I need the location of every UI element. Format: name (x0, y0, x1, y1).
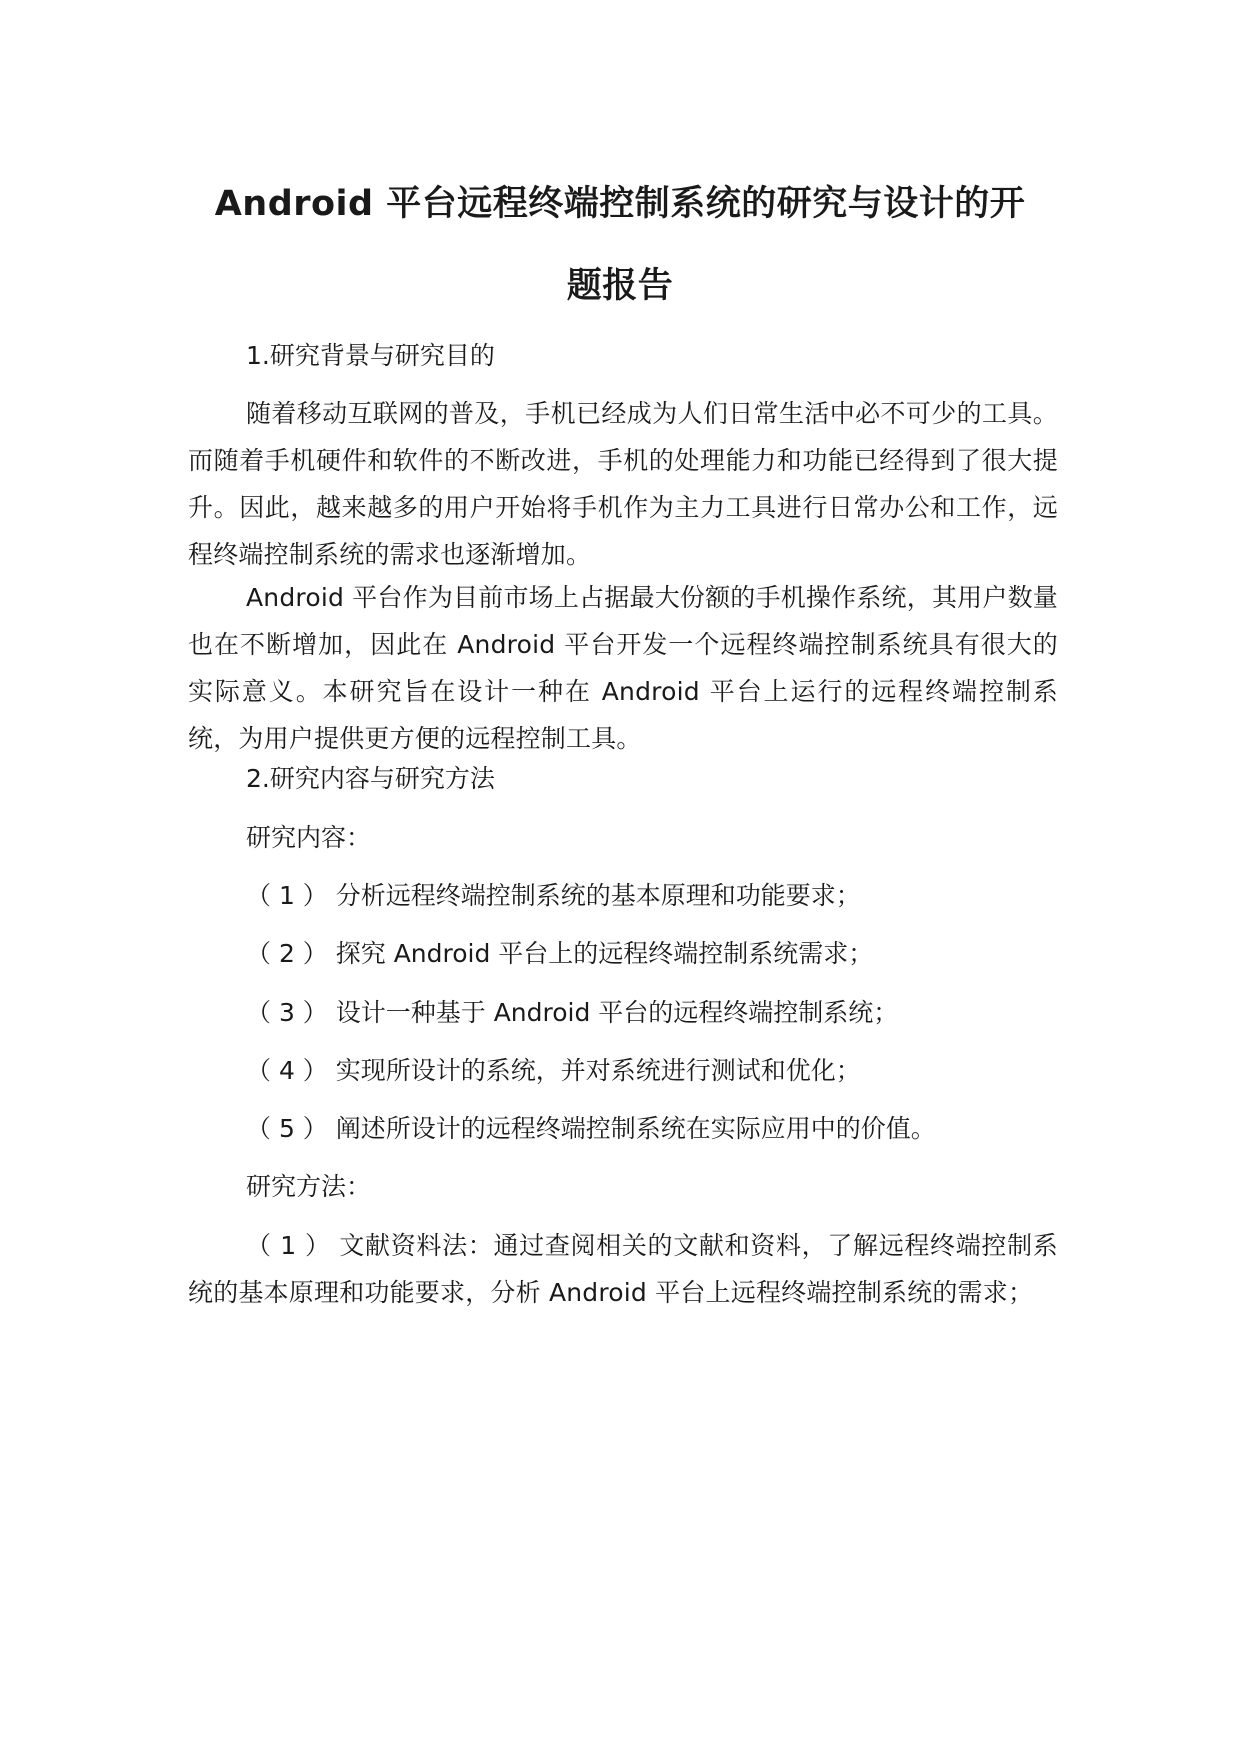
section-1-paragraph-2: Android 平台作为目前市场上占据最大份额的手机操作系统，其用户数量也在不断增加，因此在 Android 平台开发一个远程终端控制系统具有很大的实际意义。本研究旨在设计一种在 Android 平台上运行的远程终端控制系统，为用户提供更方便的远程控制工具。 (188, 583, 1058, 753)
research-content-item: （ 2 ） 探究 Android 平台上的远程终端控制系统需求； (246, 939, 874, 968)
research-content-item: （ 1 ） 分析远程终端控制系统的基本原理和功能要求； (246, 881, 861, 910)
research-method-label: 研究方法： (246, 1172, 372, 1201)
research-content-item: （ 5 ） 阐述所设计的远程终端控制系统在实际应用中的价值。 (246, 1114, 936, 1143)
research-content-item: （ 3 ） 设计一种基于 Android 平台的远程终端控制系统； (246, 998, 899, 1027)
section-2-heading: 2.研究内容与研究方法 (246, 764, 495, 793)
document-title-line-2: 题报告 (566, 266, 674, 306)
section-1-heading: 1.研究背景与研究目的 (246, 341, 495, 370)
research-method-item: （ 1 ） 文献资料法：通过查阅相关的文献和资料，了解远程终端控制系统的基本原理和功能要求，分析 Android 平台上远程终端控制系统的需求； (188, 1231, 1058, 1307)
research-content-label: 研究内容： (246, 823, 372, 852)
document-title-line-1: Android 平台远程终端控制系统的研究与设计的开 (214, 184, 1026, 224)
section-1-paragraph-1: 随着移动互联网的普及，手机已经成为人们日常生活中必不可少的工具。而随着手机硬件和软件的不断改进，手机的处理能力和功能已经得到了很大提升。因此，越来越多的用户开始将手机作为主力工具进行日常办公和工作，远程终端控制系统的需求也逐渐增加。 (188, 399, 1058, 569)
research-content-item: （ 4 ） 实现所设计的系统，并对系统进行测试和优化； (246, 1056, 861, 1085)
